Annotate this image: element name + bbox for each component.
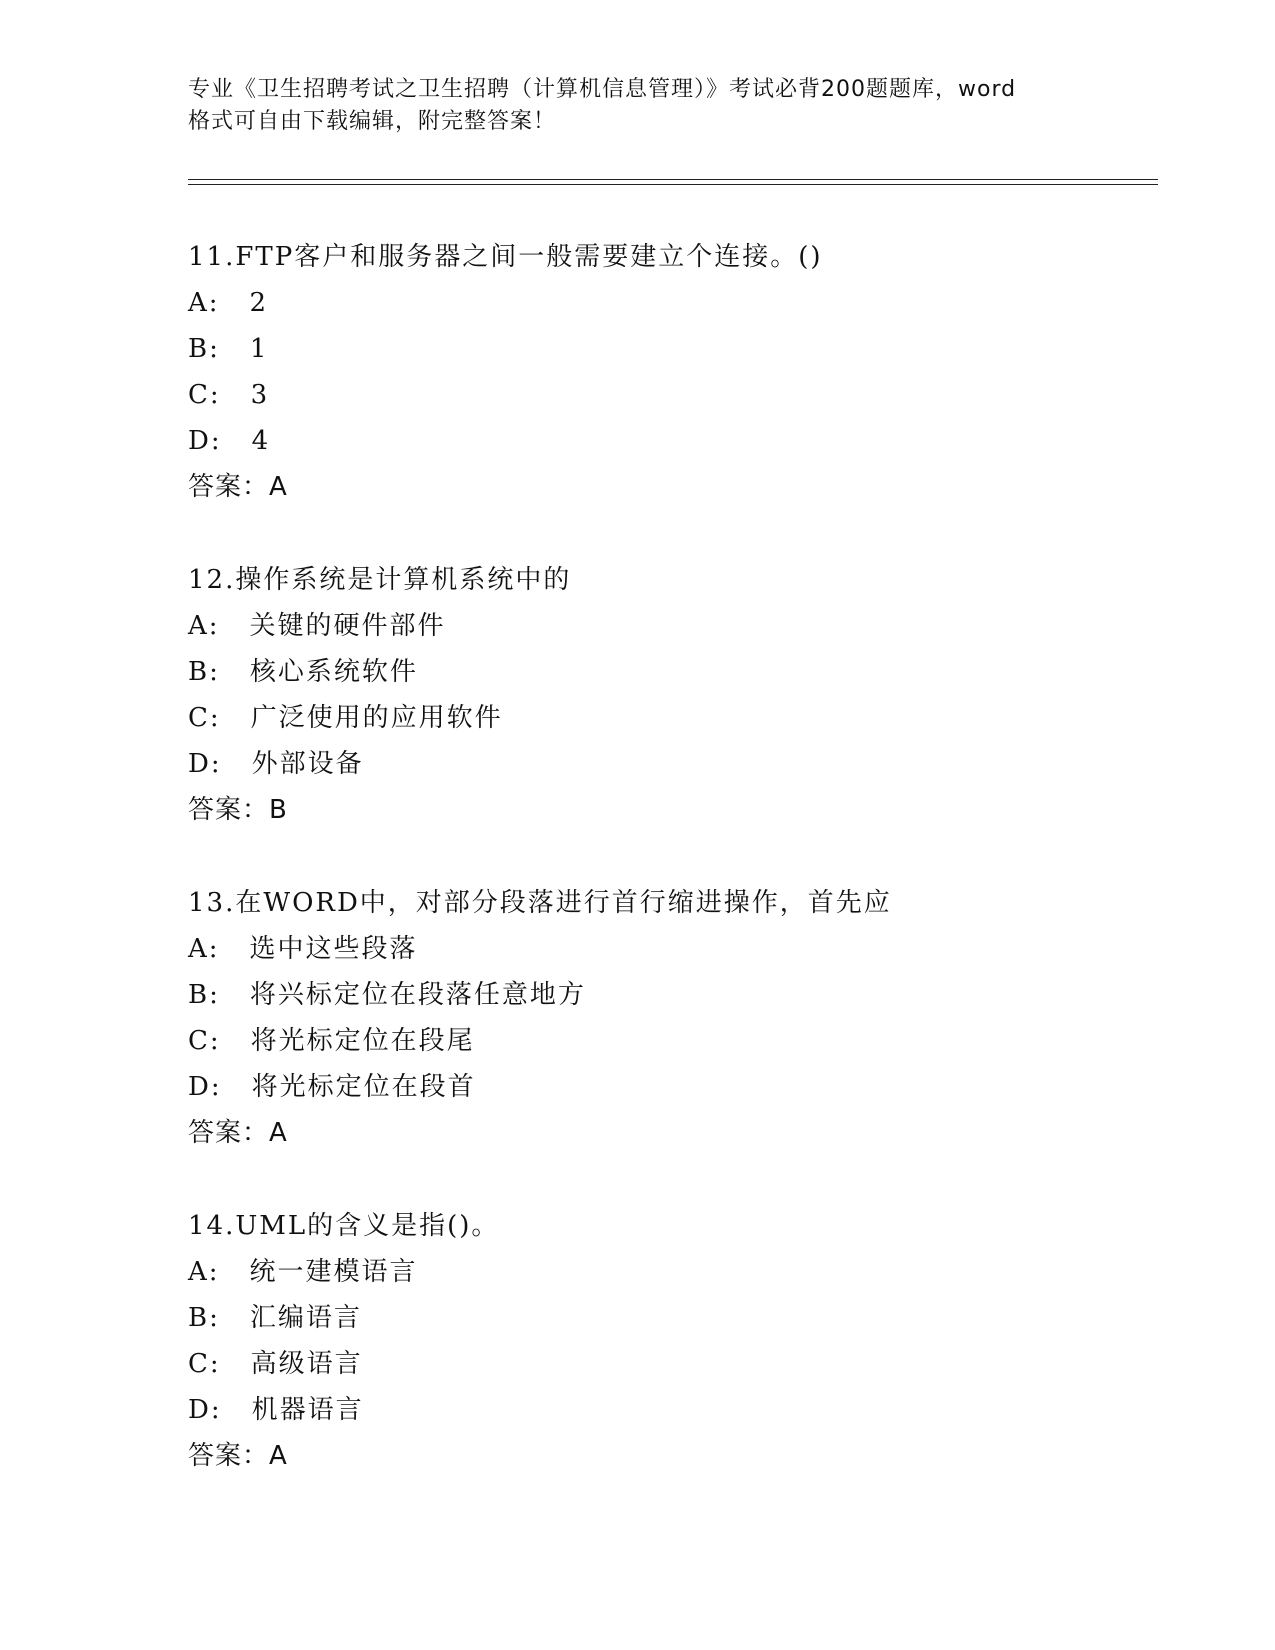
- option-text: 将光标定位在段首: [251, 1072, 476, 1102]
- option-c: [188, 695, 1168, 741]
- question-13: [188, 880, 1168, 1156]
- option-letter: C:: [188, 1349, 221, 1379]
- option-text: 外部设备: [251, 749, 364, 779]
- option-text: 4: [251, 426, 271, 456]
- option-a: [188, 926, 1168, 972]
- header-line-2: 格式可自由下载编辑，附完整答案！: [188, 109, 557, 134]
- answer-line: 答案：A: [188, 472, 288, 502]
- header-line-1: 专业《卫生招聘考试之卫生招聘（计算机信息管理）》考试必背200题题库，word: [188, 77, 1017, 102]
- question-stem: 14.UML的含义是指()。: [188, 1211, 500, 1241]
- option-text: 汇编语言: [249, 1303, 362, 1333]
- option-text: 1: [249, 334, 269, 364]
- option-letter: A:: [188, 934, 220, 964]
- option-text: 将兴标定位在段落任意地方: [249, 980, 586, 1010]
- option-letter: A:: [188, 611, 220, 641]
- option-letter: B:: [188, 334, 220, 364]
- option-letter: D:: [188, 1072, 222, 1102]
- header-divider-top: [188, 179, 1158, 180]
- option-letter: C:: [188, 380, 221, 410]
- option-text: 广泛使用的应用软件: [250, 703, 503, 733]
- option-letter: B:: [188, 657, 220, 687]
- answer-line: 答案：A: [188, 1441, 288, 1471]
- header-divider-bottom: [188, 184, 1158, 185]
- option-c: [188, 1341, 1168, 1387]
- option-d: [188, 1064, 1168, 1110]
- option-a: [188, 1249, 1168, 1295]
- option-c: [188, 1018, 1168, 1064]
- option-letter: D:: [188, 1395, 222, 1425]
- option-letter: A:: [188, 288, 220, 318]
- question-14: [188, 1203, 1168, 1479]
- question-stem: 11.FTP客户和服务器之间一般需要建立个连接。(): [188, 242, 823, 272]
- option-d: [188, 741, 1168, 787]
- question-stem: 13.在WORD中，对部分段落进行首行缩进操作，首先应: [188, 888, 892, 918]
- option-d: [188, 418, 1168, 464]
- answer-line: 答案：B: [188, 795, 288, 825]
- option-b: [188, 649, 1168, 695]
- question-11: [188, 234, 1168, 510]
- document-header: [188, 74, 1088, 138]
- question-stem: 12.操作系统是计算机系统中的: [188, 565, 572, 595]
- option-letter: A:: [188, 1257, 220, 1287]
- question-list: [188, 234, 1168, 1526]
- option-c: [188, 372, 1168, 418]
- option-text: 统一建模语言: [249, 1257, 418, 1287]
- option-text: 2: [249, 288, 269, 318]
- option-b: [188, 326, 1168, 372]
- option-letter: D:: [188, 426, 222, 456]
- option-text: 机器语言: [251, 1395, 364, 1425]
- option-text: 核心系统软件: [249, 657, 418, 687]
- option-text: 关键的硬件部件: [249, 611, 446, 641]
- option-text: 高级语言: [250, 1349, 363, 1379]
- option-d: [188, 1387, 1168, 1433]
- option-text: 将光标定位在段尾: [250, 1026, 475, 1056]
- option-text: 选中这些段落: [249, 934, 418, 964]
- option-letter: D:: [188, 749, 222, 779]
- option-letter: C:: [188, 1026, 221, 1056]
- option-letter: B:: [188, 980, 220, 1010]
- option-letter: B:: [188, 1303, 220, 1333]
- option-text: 3: [250, 380, 270, 410]
- option-a: [188, 280, 1168, 326]
- question-12: [188, 557, 1168, 833]
- option-a: [188, 603, 1168, 649]
- option-letter: C:: [188, 703, 221, 733]
- option-b: [188, 972, 1168, 1018]
- option-b: [188, 1295, 1168, 1341]
- answer-line: 答案：A: [188, 1118, 288, 1148]
